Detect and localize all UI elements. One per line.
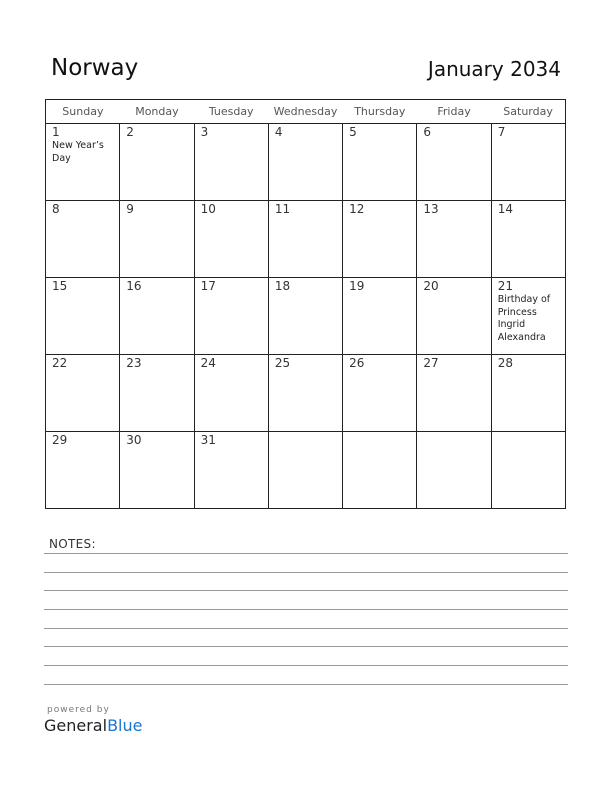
calendar-day-cell xyxy=(491,201,565,278)
month-year-title: January 2034 xyxy=(427,57,561,81)
day-number: 3 xyxy=(200,125,209,139)
day-number: 25 xyxy=(274,356,291,370)
calendar-day-cell xyxy=(194,201,268,278)
weekday-saturday: Saturday xyxy=(491,100,565,124)
notes-line xyxy=(44,646,568,647)
weekday-monday: Monday xyxy=(120,100,194,124)
calendar-day-cell xyxy=(491,432,565,509)
notes-line xyxy=(44,553,568,554)
day-number: 23 xyxy=(126,356,142,370)
calendar-day-cell xyxy=(194,124,268,201)
day-number: 22 xyxy=(52,356,68,370)
notes-label: NOTES: xyxy=(49,537,96,551)
day-number: 1 xyxy=(52,125,60,139)
day-number: 7 xyxy=(497,125,506,139)
day-number: 30 xyxy=(126,433,142,447)
calendar-day-cell xyxy=(417,201,491,278)
calendar-week-row xyxy=(46,355,566,432)
day-number: 11 xyxy=(274,202,291,216)
notes-line xyxy=(44,628,568,629)
day-number: 10 xyxy=(200,202,216,216)
weekday-friday: Friday xyxy=(417,100,491,124)
country-title: Norway xyxy=(51,55,139,81)
day-number: 4 xyxy=(274,125,283,139)
calendar-day-cell xyxy=(120,355,194,432)
calendar-day-cell xyxy=(491,278,565,355)
calendar-day-cell xyxy=(417,432,491,509)
weekday-header-row xyxy=(46,100,566,124)
calendar-day-cell xyxy=(417,124,491,201)
calendar-week-row xyxy=(46,201,566,278)
calendar-day-cell xyxy=(343,432,417,509)
day-number: 20 xyxy=(423,279,439,293)
day-number: 18 xyxy=(274,279,291,293)
brand-logo xyxy=(44,716,142,735)
brand-logo-blue: Blue xyxy=(107,716,143,735)
day-number: 6 xyxy=(423,125,432,139)
day-number: 17 xyxy=(200,279,216,293)
day-number: 8 xyxy=(52,202,60,216)
calendar-grid xyxy=(45,99,566,509)
notes-line xyxy=(44,665,568,666)
calendar-day-cell xyxy=(417,278,491,355)
calendar-day-cell xyxy=(343,124,417,201)
calendar-day-cell xyxy=(491,124,565,201)
calendar-day-cell xyxy=(491,355,565,432)
calendar-day-cell xyxy=(194,355,268,432)
calendar-day-cell xyxy=(268,201,342,278)
notes-line xyxy=(44,572,568,573)
day-number: 12 xyxy=(349,202,365,216)
day-number: 26 xyxy=(349,356,365,370)
calendar-day-cell xyxy=(46,355,120,432)
day-number: 15 xyxy=(52,279,68,293)
calendar-day-cell xyxy=(343,278,417,355)
day-number: 28 xyxy=(497,356,513,370)
calendar-day-cell xyxy=(46,278,120,355)
notes-line xyxy=(44,684,568,685)
notes-line xyxy=(44,609,568,610)
calendar-day-cell xyxy=(268,355,342,432)
day-number: 19 xyxy=(349,279,365,293)
day-number: 2 xyxy=(126,125,134,139)
weekday-wednesday: Wednesday xyxy=(268,100,342,124)
calendar-day-cell xyxy=(194,432,268,509)
calendar-day-cell xyxy=(343,355,417,432)
calendar-day-cell xyxy=(120,201,194,278)
calendar-day-cell xyxy=(46,432,120,509)
calendar-day-cell xyxy=(46,201,120,278)
calendar-day-cell xyxy=(268,124,342,201)
calendar-day-cell xyxy=(120,432,194,509)
weekday-tuesday: Tuesday xyxy=(194,100,268,124)
weekday-sunday: Sunday xyxy=(46,100,120,124)
day-number: 21 xyxy=(497,279,513,293)
brand-logo-general: General xyxy=(44,716,108,735)
notes-line xyxy=(44,590,568,591)
day-number: 24 xyxy=(200,356,216,370)
day-number: 29 xyxy=(52,433,68,447)
day-number: 14 xyxy=(497,202,513,216)
holiday-label: Birthday of Princess Ingrid Alexandra xyxy=(497,294,551,343)
calendar-day-cell xyxy=(343,201,417,278)
powered-by-text: powered by xyxy=(47,705,110,715)
calendar-day-cell xyxy=(46,124,120,201)
weekday-thursday: Thursday xyxy=(343,100,417,124)
calendar-week-row xyxy=(46,432,566,509)
calendar-day-cell xyxy=(120,124,194,201)
calendar-week-row xyxy=(46,278,566,355)
holiday-label: New Year’s Day xyxy=(52,140,104,164)
calendar-day-cell xyxy=(417,355,491,432)
day-number: 5 xyxy=(349,125,357,139)
calendar-day-cell xyxy=(268,278,342,355)
calendar-week-row xyxy=(46,124,566,201)
calendar-day-cell xyxy=(120,278,194,355)
day-number: 31 xyxy=(200,433,216,447)
day-number: 16 xyxy=(126,279,142,293)
day-number: 27 xyxy=(423,356,439,370)
day-number: 13 xyxy=(423,202,439,216)
calendar-day-cell xyxy=(194,278,268,355)
day-number: 9 xyxy=(126,202,134,216)
calendar-day-cell xyxy=(268,432,342,509)
